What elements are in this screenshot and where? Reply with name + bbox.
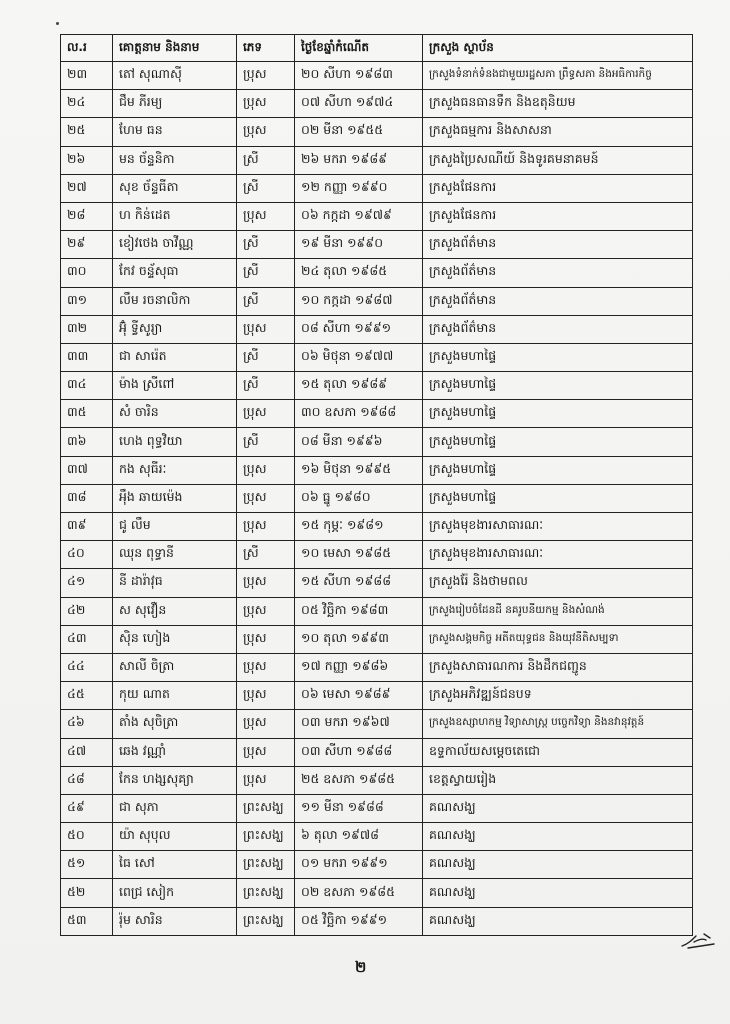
cell-dob: ១៩ មីនា ១៩៩០ [295, 231, 423, 259]
cell-name: កុយ ណាត [113, 682, 237, 710]
cell-dob: ១៥ កុម្ភៈ ១៩៨១ [295, 513, 423, 541]
cell-name: ហែម ធន [113, 118, 237, 146]
header-institution: ក្រសួង ស្ថាប័ន [423, 35, 693, 62]
header-dob: ថ្ងៃខែឆ្នាំកំណើត [295, 35, 423, 62]
cell-dob: ០៣ មករា ១៩៦៧ [295, 710, 423, 738]
cell-name: ហ កិន់ដេត [113, 202, 237, 230]
cell-institution: ក្រសួងផែនការ [423, 202, 693, 230]
cell-institution: ក្រសួងអភិវឌ្ឍន៍ជនបទ [423, 682, 693, 710]
cell-sex: ប្រុស [237, 653, 295, 681]
cell-no: ៣០ [61, 259, 113, 287]
table-row [61, 907, 693, 935]
cell-no: ៤៧ [61, 738, 113, 766]
cell-name: ធៃ សៅ [113, 851, 237, 879]
signature-mark [680, 928, 718, 950]
cell-no: ៣៥ [61, 400, 113, 428]
cell-sex: ប្រុស [237, 202, 295, 230]
cell-no: ៣២ [61, 315, 113, 343]
cell-sex: ប្រុស [237, 118, 295, 146]
table-row [61, 710, 693, 738]
cell-name: ឆេង វណ្ណាំ [113, 738, 237, 766]
cell-sex: ប្រុស [237, 625, 295, 653]
cell-name: កែន ហង្សសុគ្យា [113, 766, 237, 794]
cell-institution: គណសង្ឃ [423, 907, 693, 935]
table-row [61, 90, 693, 118]
cell-sex: ប្រុស [237, 400, 295, 428]
cell-name: នី ដារ៉ាវុធ [113, 569, 237, 597]
cell-name: ជឹម ភីរម្យ [113, 90, 237, 118]
cell-no: ៤៩ [61, 794, 113, 822]
table-body [61, 62, 693, 936]
cell-dob: ១៥ តុលា ១៩៨៩ [295, 372, 423, 400]
cell-dob: ០៥ វិច្ឆិកា ១៩៩១ [295, 907, 423, 935]
cell-institution: ក្រសួងប្រៃសណីយ៍ និងទូរគមនាគមន៍ [423, 146, 693, 174]
cell-dob: ២៥ ឧសភា ១៩៨៥ [295, 766, 423, 794]
table-row [61, 653, 693, 681]
header-no: ល.រ [61, 35, 113, 62]
cell-dob: ១៦ មិថុនា ១៩៩៥ [295, 456, 423, 484]
cell-dob: ២០ សីហា ១៩៨៣ [295, 62, 423, 90]
table-row [61, 766, 693, 794]
table-row [61, 146, 693, 174]
cell-dob: ២៤ តុលា ១៩៨៥ [295, 259, 423, 287]
header-name: គោត្តនាម និងនាម [113, 35, 237, 62]
cell-no: ៥៣ [61, 907, 113, 935]
cell-sex: ព្រះសង្ឃ [237, 879, 295, 907]
table-row [61, 231, 693, 259]
cell-name: រ៉ុម សារិន [113, 907, 237, 935]
cell-sex: ព្រះសង្ឃ [237, 794, 295, 822]
cell-no: ៤៤ [61, 653, 113, 681]
cell-institution: ក្រសួងរៀបចំដែនដី នគរូបនីយកម្ម និងសំណង់ [423, 597, 693, 625]
cell-no: ៣៩ [61, 513, 113, 541]
cell-sex: ស្រី [237, 372, 295, 400]
table-row [61, 851, 693, 879]
cell-name: កែវ ចន្ទ័សុធា [113, 259, 237, 287]
cell-no: ៤០ [61, 541, 113, 569]
table-row [61, 794, 693, 822]
table-row [61, 315, 693, 343]
cell-no: ៣៨ [61, 484, 113, 512]
cell-institution: ក្រសួងព័ត៌មាន [423, 231, 693, 259]
cell-name: អុឹង ឆាយម៉េង [113, 484, 237, 512]
table-row [61, 569, 693, 597]
cell-sex: ស្រី [237, 541, 295, 569]
cell-name: អ៊ុំ ទ្វីសូរ្យា [113, 315, 237, 343]
cell-institution: ក្រសួងមហាផ្ទៃ [423, 372, 693, 400]
cell-institution: ក្រសួងមហាផ្ទៃ [423, 456, 693, 484]
cell-institution: ក្រសួងធនធានទឹក និងឧតុនិយម [423, 90, 693, 118]
cell-dob: ០១ មករា ១៩៩១ [295, 851, 423, 879]
cell-no: ៤៨ [61, 766, 113, 794]
cell-sex: ប្រុស [237, 738, 295, 766]
cell-institution: ក្រសួងរ៉ែ និងថាមពល [423, 569, 693, 597]
cell-dob: ១១ មីនា ១៩៨៨ [295, 794, 423, 822]
cell-dob: ០២ ឧសភា ១៩៨៥ [295, 879, 423, 907]
cell-sex: ស្រី [237, 231, 295, 259]
cell-institution: គណសង្ឃ [423, 851, 693, 879]
table-row [61, 682, 693, 710]
cell-dob: ១០ តុលា ១៩៩៣ [295, 625, 423, 653]
cell-no: ២៤ [61, 90, 113, 118]
cell-name: ពេជ្រ សៀក [113, 879, 237, 907]
cell-sex: ស្រី [237, 287, 295, 315]
cell-institution: គណសង្ឃ [423, 794, 693, 822]
cell-institution: ក្រសួងឧស្សាហកម្ម វិទ្យាសាស្ត្រ បច្ចេកវិទ្យា និងនវានុវត្តន៍ [423, 710, 693, 738]
table-row [61, 372, 693, 400]
table-row [61, 202, 693, 230]
cell-name: ស សុវឿន [113, 597, 237, 625]
cell-no: ៥២ [61, 879, 113, 907]
cell-no: ៤៥ [61, 682, 113, 710]
cell-sex: ប្រុស [237, 597, 295, 625]
cell-institution: ក្រសួងសាធារណការ និងដឹកជញ្ជូន [423, 653, 693, 681]
table-header-row [61, 35, 693, 62]
cell-dob: ១៧ កញ្ញា ១៩៨៦ [295, 653, 423, 681]
cell-no: ២៨ [61, 202, 113, 230]
cell-institution: ឧទ្ទកាល័យសម្តេចតេជោ [423, 738, 693, 766]
cell-institution: ក្រសួងមហាផ្ទៃ [423, 428, 693, 456]
table-row [61, 456, 693, 484]
cell-name: ជូ លឹម [113, 513, 237, 541]
table-row [61, 118, 693, 146]
table-row [61, 62, 693, 90]
cell-sex: ព្រះសង្ឃ [237, 851, 295, 879]
page-number: ២ [355, 958, 367, 976]
cell-name: ហេង ពុទ្ធវិយា [113, 428, 237, 456]
table-row [61, 343, 693, 371]
cell-name: ម៉ាង ស្រីពៅ [113, 372, 237, 400]
cell-institution: ក្រសួងមហាផ្ទៃ [423, 343, 693, 371]
cell-sex: ប្រុស [237, 315, 295, 343]
table-row [61, 428, 693, 456]
cell-name: យ៉ា សុបុល [113, 823, 237, 851]
cell-institution: គណសង្ឃ [423, 823, 693, 851]
table-row [61, 823, 693, 851]
cell-institution: ក្រសួងធម្មការ និងសាសនា [423, 118, 693, 146]
cell-institution: ក្រសួងសង្គមកិច្ច អតីតយុទ្ធជន និងយុវនីតិសម្បទា [423, 625, 693, 653]
cell-name: ស៊ិន ហៀង [113, 625, 237, 653]
table-row [61, 174, 693, 202]
cell-no: ២៧ [61, 174, 113, 202]
cell-dob: ០៦ កក្កដា ១៩៧៩ [295, 202, 423, 230]
table-row [61, 625, 693, 653]
cell-institution: ក្រសួងព័ត៌មាន [423, 315, 693, 343]
cell-sex: ស្រី [237, 343, 295, 371]
cell-dob: ២៦ មករា ១៩៨៩ [295, 146, 423, 174]
cell-dob: ១០ កក្កដា ១៩៨៧ [295, 287, 423, 315]
cell-institution: ក្រសួងមហាផ្ទៃ [423, 400, 693, 428]
cell-dob: ០៧ សីហា ១៩៧៤ [295, 90, 423, 118]
cell-dob: ១៥ សីហា ១៩៨៨ [295, 569, 423, 597]
cell-no: ៣១ [61, 287, 113, 315]
cell-sex: ប្រុស [237, 62, 295, 90]
cell-no: ៥០ [61, 823, 113, 851]
cell-no: ៣៣ [61, 343, 113, 371]
cell-name: សាលី ចិត្រា [113, 653, 237, 681]
cell-no: ៥១ [61, 851, 113, 879]
cell-sex: ស្រី [237, 146, 295, 174]
cell-no: ២៣ [61, 62, 113, 90]
cell-dob: ០៥ វិច្ឆិកា ១៩៨៣ [295, 597, 423, 625]
cell-sex: ប្រុស [237, 682, 295, 710]
cell-dob: ០៦ មេសា ១៩៨៩ [295, 682, 423, 710]
cell-institution: ក្រសួងទំនាក់ទំនងជាមួយរដ្ឋសភា ព្រឹទ្ធសភា និងអធិការកិច្ច [423, 62, 693, 90]
cell-no: ២៦ [61, 146, 113, 174]
cell-name: មន ច័ន្ទនិកា [113, 146, 237, 174]
table-row [61, 879, 693, 907]
cell-institution: ក្រសួងមហាផ្ទៃ [423, 484, 693, 512]
cell-name: កង សុធីរៈ [113, 456, 237, 484]
cell-dob: ១០ មេសា ១៩៨៥ [295, 541, 423, 569]
cell-sex: ប្រុស [237, 513, 295, 541]
cell-sex: ប្រុស [237, 456, 295, 484]
table-row [61, 513, 693, 541]
cell-name: ជា សារ៉េត [113, 343, 237, 371]
cell-name: តៅ សុណាសុី [113, 62, 237, 90]
cell-name: សុខ ច័ន្ទធីតា [113, 174, 237, 202]
cell-no: ៣៧ [61, 456, 113, 484]
scan-speck [56, 22, 59, 25]
cell-sex: ប្រុស [237, 484, 295, 512]
cell-no: ៤៣ [61, 625, 113, 653]
cell-sex: ប្រុស [237, 710, 295, 738]
cell-sex: ស្រី [237, 428, 295, 456]
cell-dob: ០៦ មិថុនា ១៩៧៧ [295, 343, 423, 371]
cell-sex: ស្រី [237, 174, 295, 202]
cell-no: ២៩ [61, 231, 113, 259]
cell-institution: គណសង្ឃ [423, 879, 693, 907]
cell-institution: ក្រសួងព័ត៌មាន [423, 287, 693, 315]
cell-dob: ០៨ មីនា ១៩៩៦ [295, 428, 423, 456]
cell-institution: ក្រសួងព័ត៌មាន [423, 259, 693, 287]
personnel-table [60, 34, 693, 936]
cell-sex: ស្រី [237, 259, 295, 287]
cell-sex: ព្រះសង្ឃ [237, 907, 295, 935]
cell-institution: ក្រសួងផែនការ [423, 174, 693, 202]
cell-dob: ៦ តុលា ១៩៧៨ [295, 823, 423, 851]
table-row [61, 541, 693, 569]
cell-dob: ០២ មីនា ១៩៥៥ [295, 118, 423, 146]
cell-dob: ០៣ សីហា ១៩៨៨ [295, 738, 423, 766]
cell-no: ៤៦ [61, 710, 113, 738]
cell-dob: ៣០ ឧសភា ១៩៨៨ [295, 400, 423, 428]
cell-institution: ក្រសួងមុខងារសាធារណៈ [423, 513, 693, 541]
table-row [61, 400, 693, 428]
cell-no: ២៥ [61, 118, 113, 146]
table-row [61, 738, 693, 766]
cell-sex: ព្រះសង្ឃ [237, 823, 295, 851]
cell-sex: ប្រុស [237, 569, 295, 597]
cell-name: ជា សុភា [113, 794, 237, 822]
cell-name: សំ ចារិន [113, 400, 237, 428]
cell-no: ៣៦ [61, 428, 113, 456]
table-row [61, 259, 693, 287]
cell-name: ឈុន ពុទ្ធានី [113, 541, 237, 569]
table-row [61, 287, 693, 315]
cell-sex: ប្រុស [237, 766, 295, 794]
cell-name: តាំង សុចិត្រា [113, 710, 237, 738]
cell-institution: ក្រសួងមុខងារសាធារណៈ [423, 541, 693, 569]
cell-name: លឹម រចនាលិកា [113, 287, 237, 315]
cell-sex: ប្រុស [237, 90, 295, 118]
cell-no: ៣៤ [61, 372, 113, 400]
cell-no: ៤១ [61, 569, 113, 597]
cell-dob: ០៨ សីហា ១៩៩១ [295, 315, 423, 343]
cell-institution: ខេត្តស្វាយរៀង [423, 766, 693, 794]
table-row [61, 484, 693, 512]
cell-dob: ១២ កញ្ញា ១៩៩០ [295, 174, 423, 202]
cell-name: ខៀវថេង ចាវីណ្ណ [113, 231, 237, 259]
table-row [61, 597, 693, 625]
cell-dob: ០៦ ធ្នូ ១៩៨០ [295, 484, 423, 512]
header-sex: ភេទ [237, 35, 295, 62]
cell-no: ៤២ [61, 597, 113, 625]
